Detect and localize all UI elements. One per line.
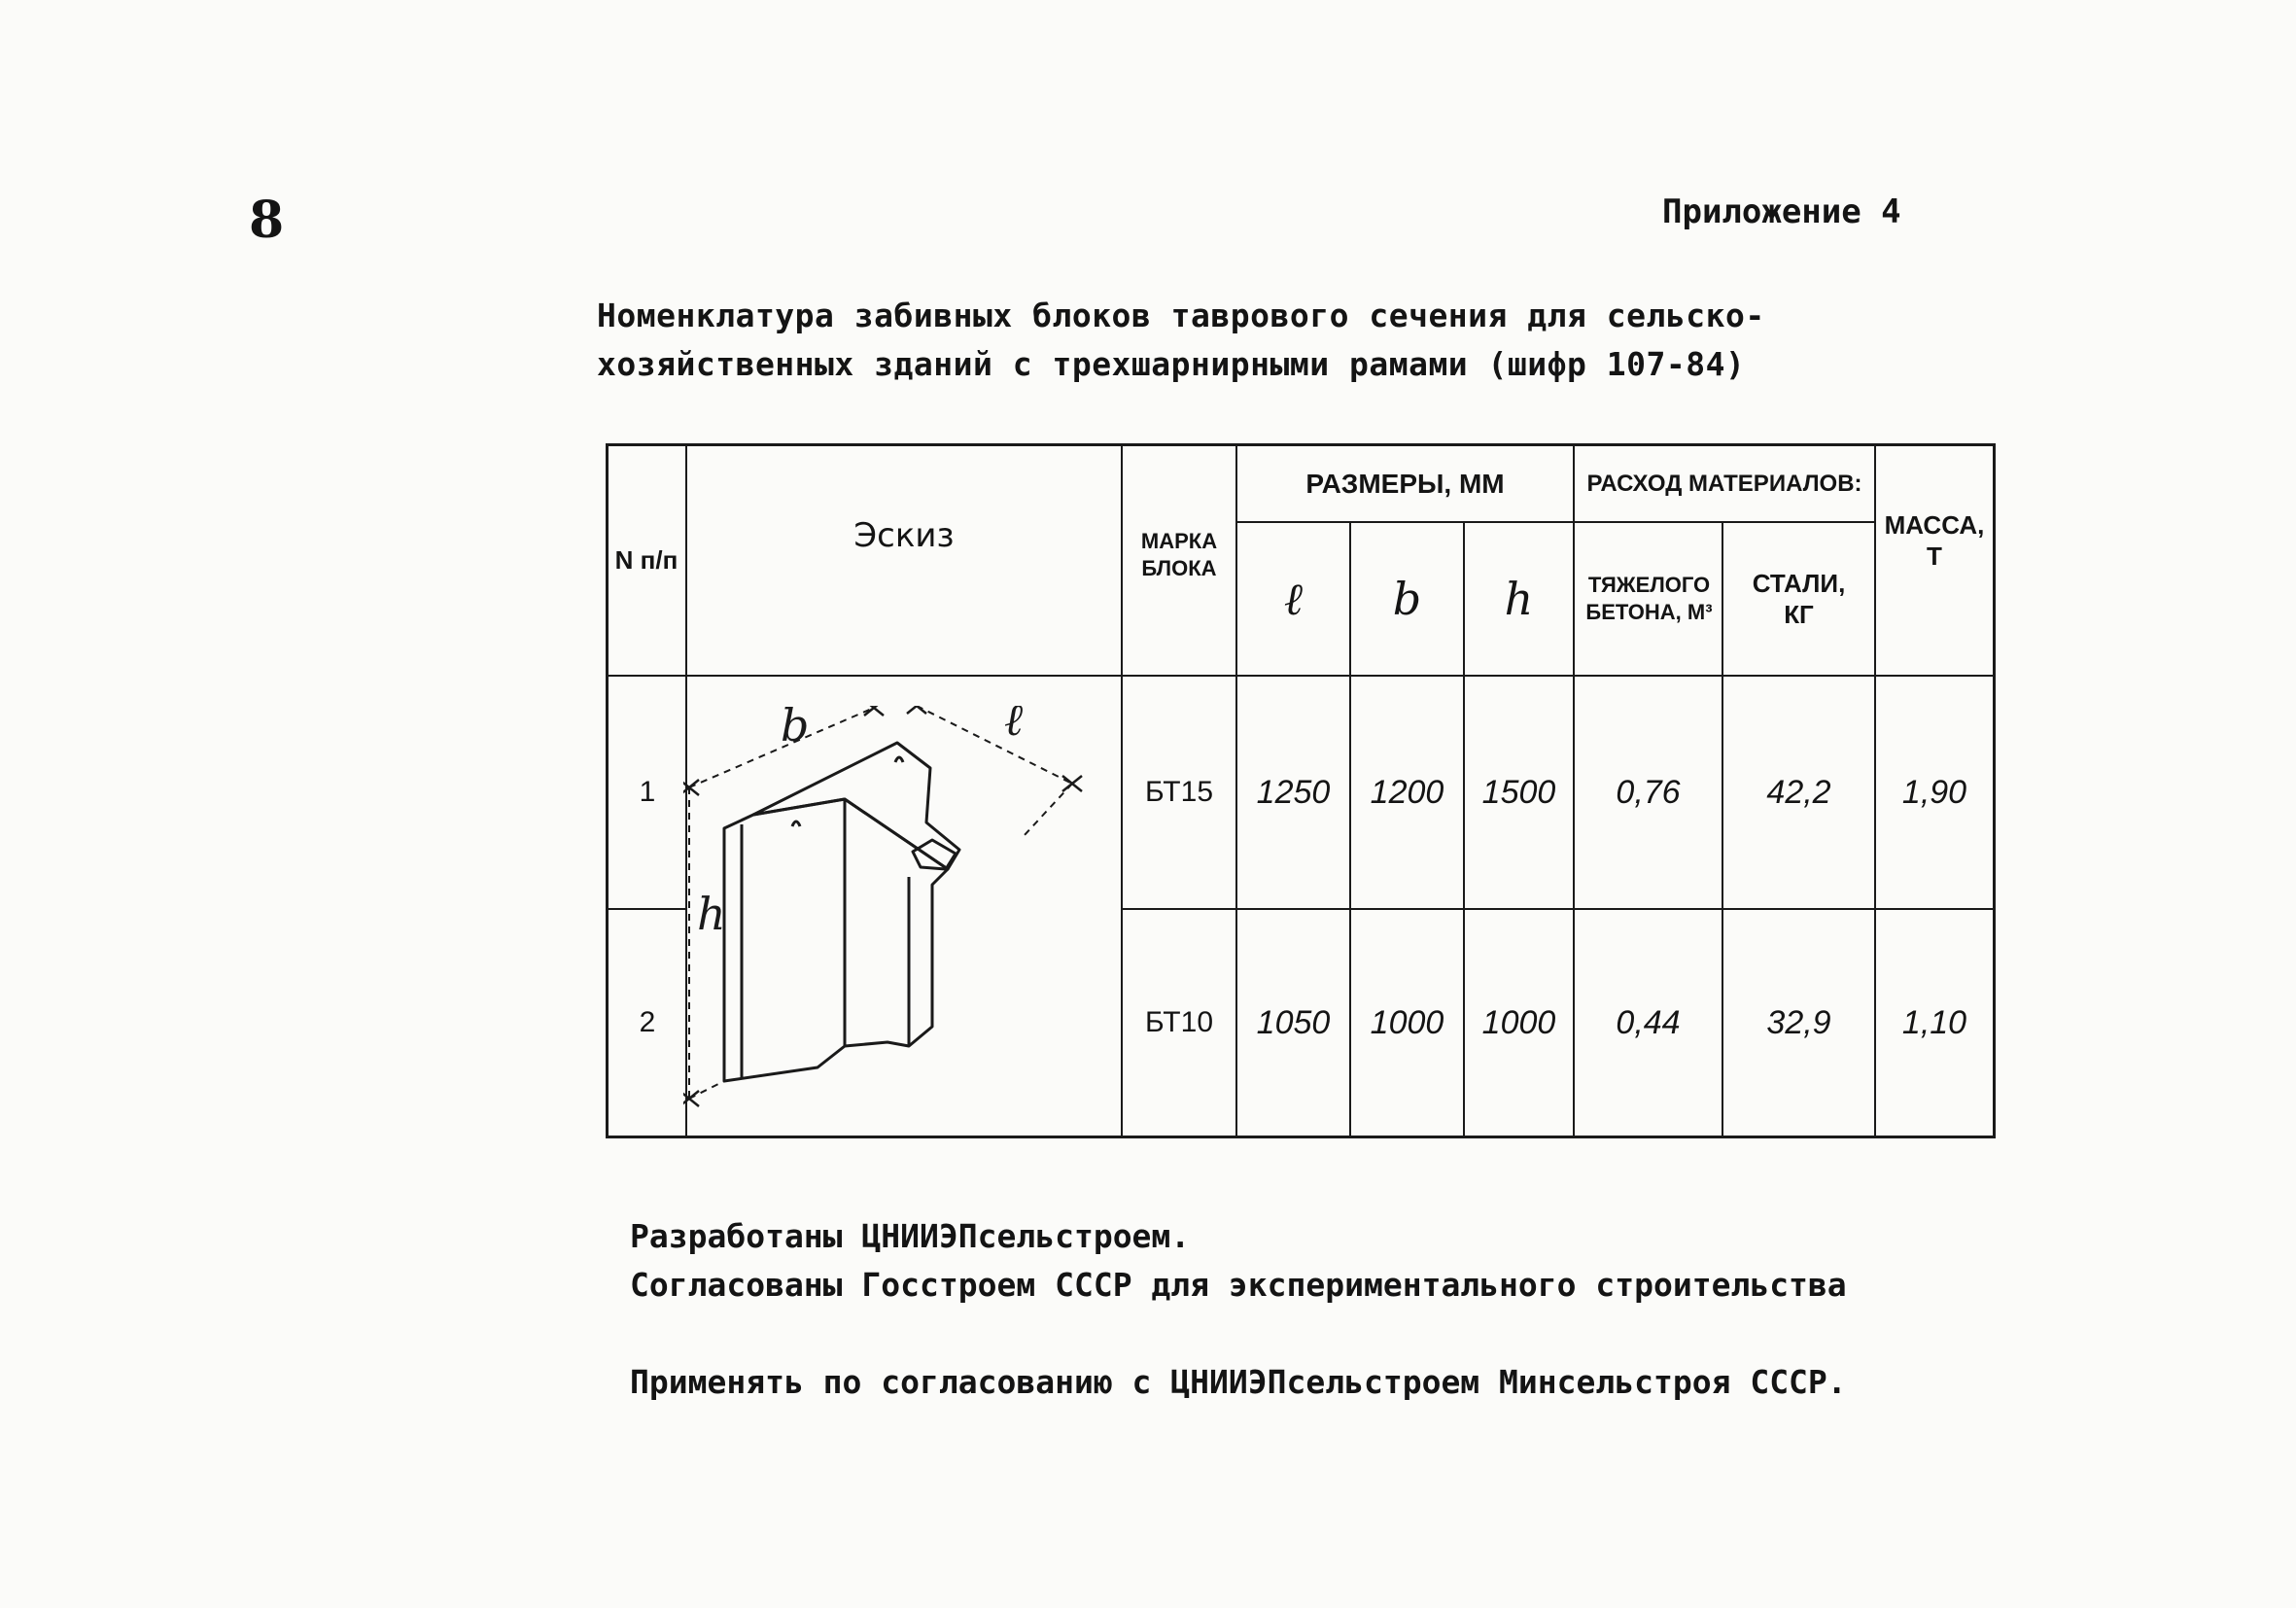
sketch-notch [913, 840, 956, 869]
block-sketch-drawing [683, 706, 1111, 1124]
sketch-label-b: b [781, 706, 810, 752]
sketch-lift-loop [895, 757, 903, 762]
header-steel: СТАЛИ, КГ [1752, 569, 1846, 629]
row2-num: 2 [639, 1006, 656, 1038]
sketch-lift-loop [792, 821, 800, 826]
header-num: N п/п [614, 545, 678, 575]
row1-num: 1 [639, 776, 656, 808]
header-materials: РАСХОД МАТЕРИАЛОВ: [1586, 471, 1862, 497]
row2-b: 1000 [1370, 1003, 1444, 1041]
row2-steel: 32,9 [1766, 1003, 1831, 1041]
row1-mark: БТ15 [1144, 776, 1214, 808]
appendix-label: Приложение 4 [1662, 192, 1901, 231]
row1-mass: 1,90 [1901, 773, 1967, 811]
footer-developed-by: Разработаны ЦНИИЭПсельстроем. [630, 1217, 1191, 1255]
footer-usage-note: Применять по согласованию с ЦНИИЭПсельстроем Минсельстроя СССР. [630, 1363, 1847, 1401]
header-sketch: Эскиз [853, 516, 955, 555]
title-line-2: хозяйственных зданий с трехшарнирными рамами (шифр 107-84) [597, 345, 1746, 383]
sketch-tick [683, 780, 699, 795]
sketch-tick [907, 706, 926, 714]
row1-steel: 42,2 [1766, 773, 1831, 811]
document-title [597, 292, 2035, 389]
row2-h: 1000 [1481, 1003, 1556, 1041]
page-number: 8 [249, 191, 285, 250]
header-dim-h: h [1504, 573, 1534, 625]
sketch-web-face [845, 799, 948, 1046]
title-line-1: Номенклатура забивных блоков таврового сечения для сельско- [597, 297, 1765, 334]
row1-concrete: 0,76 [1616, 773, 1681, 811]
sketch-tick [1062, 776, 1082, 791]
sketch-label-l: ℓ [1004, 706, 1024, 746]
header-mark: МАРКА БЛОКА [1140, 529, 1218, 580]
row1-h: 1500 [1481, 773, 1556, 811]
header-dim-b: b [1392, 573, 1422, 625]
header-concrete: ТЯЖЕЛОГО БЕТОНА, М³ [1585, 573, 1713, 624]
row1-l: 1250 [1256, 773, 1331, 811]
table-border-top [606, 443, 1996, 446]
header-dimensions: РАЗМЕРЫ, ММ [1305, 469, 1505, 499]
row2-l: 1050 [1256, 1003, 1331, 1041]
table-border-bottom [606, 1136, 1996, 1138]
footer-approved-by: Согласованы Госстроем СССР для экспериментального строительства [630, 1266, 1847, 1304]
table-border-right [1993, 443, 1996, 1138]
sketch-dimension-l-ext [1024, 784, 1072, 836]
row2-concrete: 0,44 [1616, 1003, 1681, 1041]
header-dim-l: ℓ [1283, 573, 1304, 625]
header-mass: МАССА, Т [1884, 510, 1985, 571]
row2-mark: БТ10 [1144, 1006, 1214, 1038]
row1-b: 1200 [1370, 773, 1444, 811]
sketch-dimension-l [917, 706, 1072, 784]
sketch-tick [683, 1091, 699, 1106]
row2-mass: 1,10 [1901, 1003, 1967, 1041]
table-border-left [606, 443, 609, 1138]
sketch-label-h: h [697, 888, 726, 940]
nomenclature-table [606, 443, 1996, 1138]
sketch-dimension-h-ext [689, 1081, 724, 1099]
